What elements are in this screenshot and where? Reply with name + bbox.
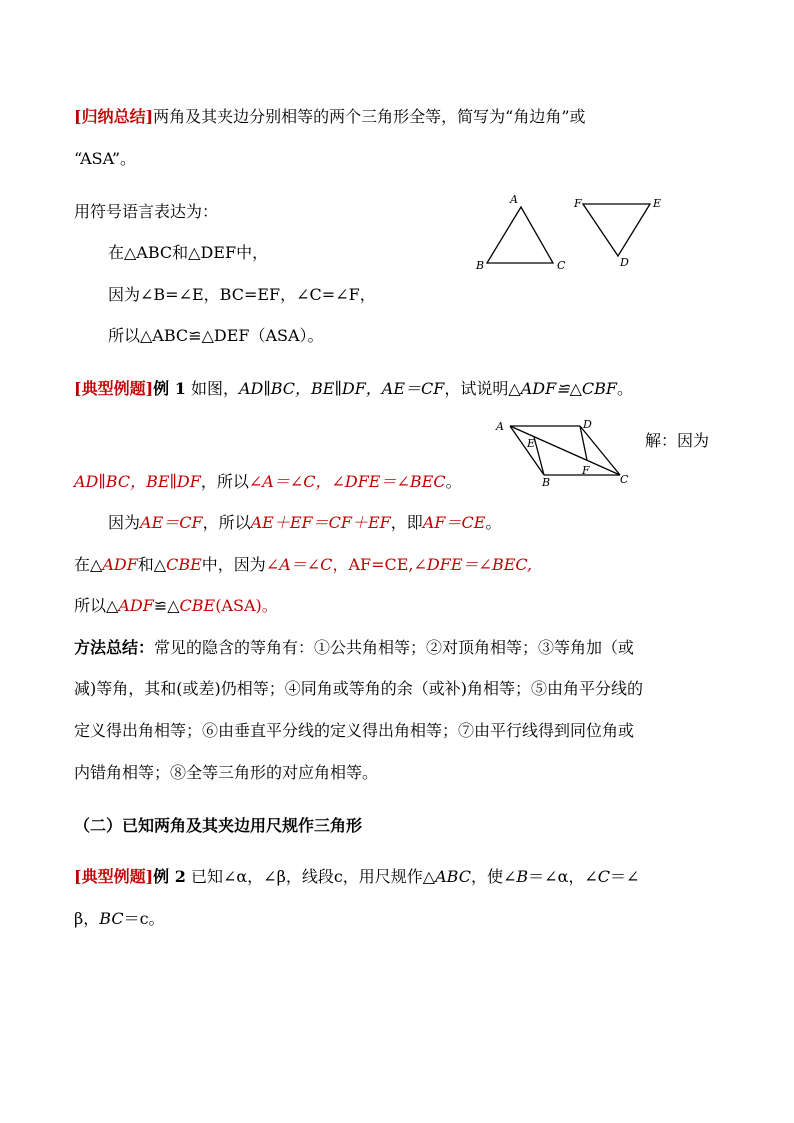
summary-text-1: 两角及其夹边分别相等的两个三角形全等，简写为“角边角”或 xyxy=(153,107,586,126)
example2-line-1: [典型例题]例 2 已知∠α，∠β，线段c，用尺规作△ABC，使∠B＝∠α，∠C＝∠ xyxy=(74,867,640,886)
symbol-intro: 用符号语言表达为： xyxy=(74,202,219,221)
example1-line-2: AD∥BC，BE∥DF，所以∠A＝∠C，∠DFE＝∠BEC。 xyxy=(74,472,462,491)
summary-line-1 xyxy=(74,106,586,128)
label-d2: D xyxy=(583,418,592,431)
triangle-abc xyxy=(487,207,553,263)
summary-text-2: “ASA”。 xyxy=(74,149,137,168)
summary-line-2 xyxy=(74,148,136,170)
method-line-3: 定义得出角相等；⑥由垂直平分线的定义得出角相等；⑦由平行线得到同位角或 xyxy=(74,721,635,740)
example1-line-3: 因为AE＝CF，所以AE＋EF＝CF＋EF，即AF＝CE。 xyxy=(108,513,502,532)
label-a2: A xyxy=(496,420,504,433)
summary-tag: [归纳总结] xyxy=(74,107,154,126)
parallelogram-svg xyxy=(490,414,640,490)
example1-number: 例 1 xyxy=(153,379,186,398)
method-label: 方法总结： xyxy=(74,638,155,657)
label-c2: C xyxy=(620,473,629,486)
label-e: E xyxy=(653,197,662,210)
example1-solve-label: 解：因为 xyxy=(645,431,710,450)
example1-question: [典型例题]例 1 如图，AD∥BC，BE∥DF，AE＝CF，试说明△ADF≌△CBF。 xyxy=(74,379,634,398)
example2-tag: [典型例题] xyxy=(74,867,154,886)
segment-be xyxy=(534,437,544,475)
example1-line-5: 所以△ADF≌△CBE(ASA)。 xyxy=(74,596,278,615)
method-line-2: 减)等角，其和(或差)仍相等；④同角或等角的余（或补)角相等；⑤由角平分线的 xyxy=(74,679,643,698)
label-f2: F xyxy=(582,464,590,477)
parallelogram-figure xyxy=(490,414,640,490)
label-a: A xyxy=(510,193,518,206)
label-c: C xyxy=(557,259,566,272)
label-e2: E xyxy=(527,437,536,450)
triangle-def xyxy=(583,204,650,256)
symbol-line-3: 所以△ABC≌△DEF（ASA）。 xyxy=(108,326,324,345)
symbol-line-1: 在△ABC和△DEF中， xyxy=(108,243,269,262)
label-b2: B xyxy=(542,476,551,489)
example1-line-4: 在△ADF和△CBE中，因为∠A＝∠C，AF=CE,∠DFE＝∠BEC, xyxy=(74,555,533,574)
example2-number: 例 2 xyxy=(153,867,186,886)
example1-tag: [典型例题] xyxy=(74,379,154,398)
example2-line-2: β，BC＝c。 xyxy=(74,909,165,928)
label-d: D xyxy=(620,256,629,269)
method-line-4: 内错角相等；⑧全等三角形的对应角相等。 xyxy=(74,763,379,782)
triangles-svg xyxy=(470,190,670,275)
section-heading-2: （二）已知两角及其夹边用尺规作三角形 xyxy=(74,816,363,835)
method-line-1: 方法总结：常见的隐含的等角有：①公共角相等；②对顶角相等；③等角加（或 xyxy=(74,638,635,657)
label-f: F xyxy=(574,197,582,210)
symbol-line-2: 因为∠B=∠E，BC=EF，∠C=∠F， xyxy=(108,285,376,304)
triangles-figure xyxy=(470,190,670,275)
label-b: B xyxy=(476,259,485,272)
